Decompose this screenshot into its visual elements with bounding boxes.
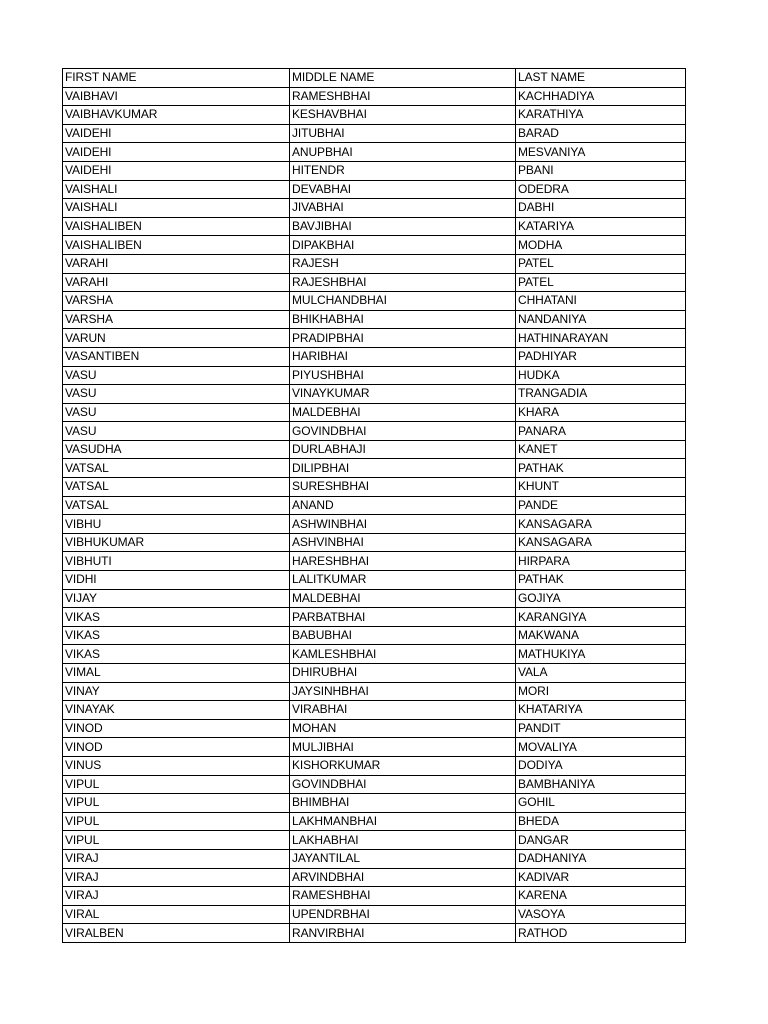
- table-row: [63, 756, 686, 775]
- table-row: [63, 812, 686, 831]
- middle-name-cell: PARBATBHAI: [290, 608, 516, 627]
- middle-name-cell: RAJESH: [290, 254, 516, 273]
- table-row: [63, 515, 686, 534]
- last-name-cell: KHATARIYA: [516, 701, 686, 720]
- first-name-cell: VAIDEHI: [63, 143, 290, 162]
- table-row: [63, 719, 686, 738]
- first-name-cell: VIPUL: [63, 812, 290, 831]
- table-row: [63, 849, 686, 868]
- middle-name-cell: DILIPBHAI: [290, 459, 516, 478]
- table-row: [63, 180, 686, 199]
- table-row: [63, 794, 686, 813]
- middle-name-cell: DHIRUBHAI: [290, 664, 516, 683]
- last-name-cell: DABHI: [516, 199, 686, 218]
- middle-name-cell: MULCHANDBHAI: [290, 292, 516, 311]
- middle-name-cell: RAJESHBHAI: [290, 273, 516, 292]
- first-name-cell: VAIDEHI: [63, 124, 290, 143]
- last-name-cell: KHUNT: [516, 478, 686, 497]
- last-name-cell: DODIYA: [516, 756, 686, 775]
- first-name-cell: VIPUL: [63, 775, 290, 794]
- first-name-cell: VIBHU: [63, 515, 290, 534]
- middle-name-cell: ARVINDBHAI: [290, 868, 516, 887]
- last-name-cell: PATHAK: [516, 571, 686, 590]
- first-name-cell: VIKAS: [63, 645, 290, 664]
- last-name-cell: KARENA: [516, 887, 686, 906]
- middle-name-cell: ASHWINBHAI: [290, 515, 516, 534]
- last-name-cell: PANDIT: [516, 719, 686, 738]
- first-name-cell: VIPUL: [63, 831, 290, 850]
- table-row: [63, 533, 686, 552]
- middle-name-cell: LALITKUMAR: [290, 571, 516, 590]
- table-row: [63, 608, 686, 627]
- last-name-cell: HATHINARAYAN: [516, 329, 686, 348]
- first-name-cell: VAIDEHI: [63, 161, 290, 180]
- first-name-cell: VIRAJ: [63, 887, 290, 906]
- first-name-cell: VASANTIBEN: [63, 347, 290, 366]
- first-name-cell: VIDHI: [63, 571, 290, 590]
- first-name-cell: VINAY: [63, 682, 290, 701]
- last-name-cell: MOVALIYA: [516, 738, 686, 757]
- first-name-cell: VARAHI: [63, 254, 290, 273]
- first-name-cell: VINAYAK: [63, 701, 290, 720]
- table-row: [63, 403, 686, 422]
- middle-name-cell: JIVABHAI: [290, 199, 516, 218]
- header-row: [63, 69, 686, 88]
- last-name-cell: VALA: [516, 664, 686, 683]
- middle-name-cell: SURESHBHAI: [290, 478, 516, 497]
- first-name-cell: VAISHALIBEN: [63, 217, 290, 236]
- middle-name-cell: RAMESHBHAI: [290, 87, 516, 106]
- names-table: [62, 68, 686, 943]
- last-name-cell: TRANGADIA: [516, 385, 686, 404]
- middle-name-cell: VINAYKUMAR: [290, 385, 516, 404]
- first-name-cell: VASU: [63, 385, 290, 404]
- table-row: [63, 329, 686, 348]
- last-name-cell: DADHANIYA: [516, 849, 686, 868]
- table-row: [63, 143, 686, 162]
- middle-name-cell: DEVABHAI: [290, 180, 516, 199]
- first-name-cell: VARSHA: [63, 310, 290, 329]
- middle-name-cell: HARIBHAI: [290, 347, 516, 366]
- first-name-cell: VIKAS: [63, 626, 290, 645]
- table-row: [63, 682, 686, 701]
- first-name-cell: VARUN: [63, 329, 290, 348]
- table-row: [63, 161, 686, 180]
- last-name-cell: KATARIYA: [516, 217, 686, 236]
- last-name-cell: KADIVAR: [516, 868, 686, 887]
- table-row: [63, 385, 686, 404]
- first-name-cell: VAIBHAVI: [63, 87, 290, 106]
- middle-name-cell: HITENDR: [290, 161, 516, 180]
- middle-name-cell: JAYANTILAL: [290, 849, 516, 868]
- middle-name-cell: RANVIRBHAI: [290, 924, 516, 943]
- first-name-cell: VAIBHAVKUMAR: [63, 106, 290, 125]
- header-first-name: FIRST NAME: [63, 69, 290, 88]
- first-name-cell: VIPUL: [63, 794, 290, 813]
- middle-name-cell: DIPAKBHAI: [290, 236, 516, 255]
- last-name-cell: BAMBHANIYA: [516, 775, 686, 794]
- first-name-cell: VATSAL: [63, 459, 290, 478]
- table-row: [63, 924, 686, 943]
- table-row: [63, 440, 686, 459]
- first-name-cell: VARAHI: [63, 273, 290, 292]
- last-name-cell: HUDKA: [516, 366, 686, 385]
- first-name-cell: VINUS: [63, 756, 290, 775]
- first-name-cell: VIMAL: [63, 664, 290, 683]
- first-name-cell: VASU: [63, 403, 290, 422]
- middle-name-cell: MALDEBHAI: [290, 403, 516, 422]
- table-row: [63, 645, 686, 664]
- first-name-cell: VATSAL: [63, 496, 290, 515]
- table-row: [63, 422, 686, 441]
- middle-name-cell: JAYSINHBHAI: [290, 682, 516, 701]
- last-name-cell: GOHIL: [516, 794, 686, 813]
- middle-name-cell: UPENDRBHAI: [290, 905, 516, 924]
- first-name-cell: VARSHA: [63, 292, 290, 311]
- header-middle-name: MIDDLE NAME: [290, 69, 516, 88]
- middle-name-cell: MULJIBHAI: [290, 738, 516, 757]
- last-name-cell: RATHOD: [516, 924, 686, 943]
- middle-name-cell: PIYUSHBHAI: [290, 366, 516, 385]
- first-name-cell: VASU: [63, 366, 290, 385]
- middle-name-cell: DURLABHAJI: [290, 440, 516, 459]
- first-name-cell: VIRALBEN: [63, 924, 290, 943]
- last-name-cell: KHARA: [516, 403, 686, 422]
- first-name-cell: VIKAS: [63, 608, 290, 627]
- table-row: [63, 199, 686, 218]
- middle-name-cell: MALDEBHAI: [290, 589, 516, 608]
- table-row: [63, 664, 686, 683]
- middle-name-cell: VIRABHAI: [290, 701, 516, 720]
- middle-name-cell: KESHAVBHAI: [290, 106, 516, 125]
- table-row: [63, 589, 686, 608]
- middle-name-cell: ASHVINBHAI: [290, 533, 516, 552]
- last-name-cell: KARATHIYA: [516, 106, 686, 125]
- table-row: [63, 775, 686, 794]
- table-row: [63, 478, 686, 497]
- table-row: [63, 552, 686, 571]
- last-name-cell: MAKWANA: [516, 626, 686, 645]
- middle-name-cell: BHIMBHAI: [290, 794, 516, 813]
- table-row: [63, 347, 686, 366]
- first-name-cell: VIRAJ: [63, 868, 290, 887]
- middle-name-cell: MOHAN: [290, 719, 516, 738]
- table-row: [63, 236, 686, 255]
- first-name-cell: VAISHALI: [63, 180, 290, 199]
- first-name-cell: VATSAL: [63, 478, 290, 497]
- last-name-cell: NANDANIYA: [516, 310, 686, 329]
- middle-name-cell: ANUPBHAI: [290, 143, 516, 162]
- middle-name-cell: RAMESHBHAI: [290, 887, 516, 906]
- last-name-cell: MESVANIYA: [516, 143, 686, 162]
- last-name-cell: MODHA: [516, 236, 686, 255]
- last-name-cell: PADHIYAR: [516, 347, 686, 366]
- last-name-cell: GOJIYA: [516, 589, 686, 608]
- last-name-cell: PATEL: [516, 273, 686, 292]
- last-name-cell: ODEDRA: [516, 180, 686, 199]
- middle-name-cell: LAKHMANBHAI: [290, 812, 516, 831]
- table-row: [63, 571, 686, 590]
- last-name-cell: KACHHADIYA: [516, 87, 686, 106]
- table-row: [63, 868, 686, 887]
- last-name-cell: MATHUKIYA: [516, 645, 686, 664]
- table-row: [63, 106, 686, 125]
- last-name-cell: DANGAR: [516, 831, 686, 850]
- last-name-cell: KANSAGARA: [516, 533, 686, 552]
- last-name-cell: BARAD: [516, 124, 686, 143]
- table-row: [63, 887, 686, 906]
- table-row: [63, 701, 686, 720]
- first-name-cell: VIRAL: [63, 905, 290, 924]
- table-row: [63, 254, 686, 273]
- last-name-cell: PANDE: [516, 496, 686, 515]
- table-header: [63, 69, 686, 88]
- middle-name-cell: KAMLESHBHAI: [290, 645, 516, 664]
- first-name-cell: VAISHALI: [63, 199, 290, 218]
- middle-name-cell: GOVINDBHAI: [290, 775, 516, 794]
- last-name-cell: KANET: [516, 440, 686, 459]
- last-name-cell: PATHAK: [516, 459, 686, 478]
- table-row: [63, 496, 686, 515]
- table-row: [63, 310, 686, 329]
- last-name-cell: BHEDA: [516, 812, 686, 831]
- last-name-cell: PBANI: [516, 161, 686, 180]
- first-name-cell: VASU: [63, 422, 290, 441]
- table-row: [63, 217, 686, 236]
- middle-name-cell: PRADIPBHAI: [290, 329, 516, 348]
- middle-name-cell: GOVINDBHAI: [290, 422, 516, 441]
- table-row: [63, 626, 686, 645]
- table-row: [63, 87, 686, 106]
- last-name-cell: CHHATANI: [516, 292, 686, 311]
- first-name-cell: VINOD: [63, 738, 290, 757]
- table-row: [63, 459, 686, 478]
- first-name-cell: VIBHUTI: [63, 552, 290, 571]
- last-name-cell: MORI: [516, 682, 686, 701]
- table-row: [63, 292, 686, 311]
- table-row: [63, 124, 686, 143]
- first-name-cell: VAISHALIBEN: [63, 236, 290, 255]
- middle-name-cell: JITUBHAI: [290, 124, 516, 143]
- table-row: [63, 738, 686, 757]
- middle-name-cell: LAKHABHAI: [290, 831, 516, 850]
- header-last-name: LAST NAME: [516, 69, 686, 88]
- first-name-cell: VINOD: [63, 719, 290, 738]
- middle-name-cell: HARESHBHAI: [290, 552, 516, 571]
- middle-name-cell: BAVJIBHAI: [290, 217, 516, 236]
- last-name-cell: HIRPARA: [516, 552, 686, 571]
- table-row: [63, 905, 686, 924]
- first-name-cell: VASUDHA: [63, 440, 290, 459]
- first-name-cell: VIJAY: [63, 589, 290, 608]
- first-name-cell: VIRAJ: [63, 849, 290, 868]
- table-row: [63, 831, 686, 850]
- middle-name-cell: BABUBHAI: [290, 626, 516, 645]
- last-name-cell: PATEL: [516, 254, 686, 273]
- last-name-cell: KARANGIYA: [516, 608, 686, 627]
- last-name-cell: PANARA: [516, 422, 686, 441]
- middle-name-cell: KISHORKUMAR: [290, 756, 516, 775]
- last-name-cell: KANSAGARA: [516, 515, 686, 534]
- first-name-cell: VIBHUKUMAR: [63, 533, 290, 552]
- middle-name-cell: ANAND: [290, 496, 516, 515]
- middle-name-cell: BHIKHABHAI: [290, 310, 516, 329]
- last-name-cell: VASOYA: [516, 905, 686, 924]
- table-row: [63, 273, 686, 292]
- table-row: [63, 366, 686, 385]
- table-body: [63, 87, 686, 942]
